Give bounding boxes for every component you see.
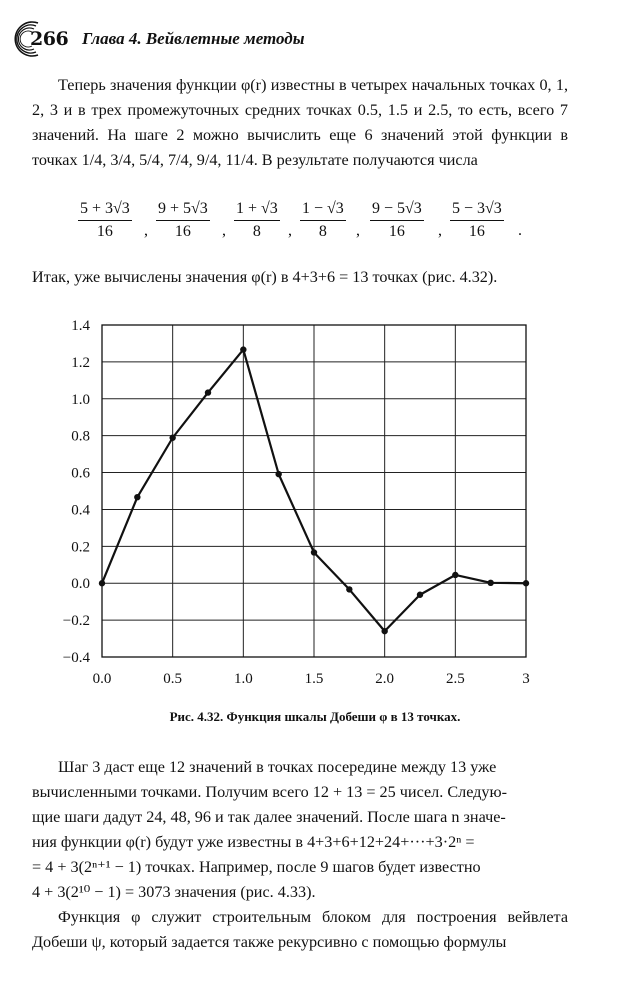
data-point [99, 580, 105, 586]
y-tick-label: 0.2 [71, 539, 90, 556]
y-tick-label: 0.0 [71, 576, 90, 593]
fraction-3 [234, 200, 280, 241]
fraction-numerator: 9 + 5√3 [156, 200, 210, 221]
fraction-numerator: 1 − √3 [300, 200, 346, 221]
y-tick-label: 0.4 [71, 502, 90, 519]
x-tick-label: 0.0 [92, 671, 112, 687]
y-tick-label: 1.0 [71, 391, 90, 408]
y-tick-label: 1.2 [71, 354, 90, 371]
page-header [12, 20, 612, 60]
paragraph-steps-line: щие шаги дадут 24, 48, 96 и так далее значений. После шага n значе- [32, 808, 506, 826]
paragraph-steps-line: = 4 + 3(2ⁿ⁺¹ − 1) точках. Например, после 9 шагов будет известно [32, 858, 481, 876]
paragraph-steps-line: ния функции φ(r) будут уже известны в 4+3+6+12+24+···+3·2ⁿ = [32, 833, 475, 851]
caption-text: Функция шкалы Добеши φ в 13 точках. [226, 709, 461, 724]
paragraph-steps-line: 4 + 3(2¹⁰ − 1) = 3073 значения (рис. 4.33). [32, 883, 316, 901]
fraction-6 [450, 200, 504, 241]
paragraph-steps [32, 755, 568, 905]
caption-label: Рис. 4.32. [169, 709, 224, 724]
data-point [452, 572, 458, 578]
chapter-title: Глава 4. Вейвлетные методы [82, 29, 305, 48]
y-tick-label: −0.4 [62, 650, 90, 666]
y-tick-label: 0.6 [71, 465, 90, 482]
paragraph-summary-text: Итак, уже вычислены значения φ(r) в 4+3+6 = 13 точках (рис. 4.32). [32, 268, 498, 286]
paragraph-summary [32, 265, 592, 290]
fraction-denominator: 8 [318, 223, 327, 240]
data-point [487, 580, 493, 586]
paragraph-intro-text: Теперь значения функции φ(r) известны в четырех начальных точках 0, 1, 2, 3 и в трех промежуточных средних точках 0.5, 1.5 и 2.5, то есть, всего 7 значений. На шаге 2 можно вычислить еще 6 значений этой функции в точках 1/4, 3/4, 5/4, 7/4, 9/4, 11/4. В результате получаются числа [32, 76, 568, 169]
fraction-numerator: 5 + 3√3 [78, 200, 132, 221]
x-tick-label: 1.0 [233, 671, 253, 687]
paragraph-intro [32, 73, 568, 173]
paragraph-steps-line: вычисленными точками. Получим всего 12 + 13 = 25 чисел. Следую- [32, 783, 507, 801]
data-point [523, 580, 529, 586]
fraction-5 [370, 200, 424, 241]
data-point [346, 586, 352, 592]
data-point [275, 471, 281, 477]
fraction-denominator: 16 [388, 223, 405, 240]
x-tick-label: 2.0 [375, 671, 395, 687]
chart-grid [102, 325, 526, 657]
x-tick-label: 1.5 [304, 671, 324, 687]
y-tick-label: 0.8 [71, 428, 90, 445]
chart-axes [63, 318, 530, 687]
fraction-denominator: 16 [96, 223, 113, 240]
paragraph-wavelet-text: Функция φ служит строительным блоком для построения вейвлета Добеши ψ, который задается также рекурсивно с помощью формулы [32, 908, 568, 951]
fraction-denominator: 8 [252, 223, 261, 240]
data-point [134, 494, 140, 500]
daubechies-chart [0, 305, 630, 705]
fraction-denominator: 16 [468, 223, 485, 240]
fraction-1 [78, 200, 132, 241]
data-point [205, 389, 211, 395]
data-point [417, 592, 423, 598]
data-point [240, 346, 246, 352]
fraction-2 [156, 200, 210, 241]
data-point [381, 628, 387, 634]
figure-caption [0, 709, 630, 725]
data-point [169, 435, 175, 441]
data-point [311, 549, 317, 555]
fraction-numerator: 9 − 5√3 [370, 200, 424, 221]
x-tick-label: 2.5 [445, 671, 465, 687]
fractions-row: $\frac{5 + 3√3}{16}$ , $\frac{9 + 5√3}{16}$ , $\frac{1 + √3}{8}$ , $\frac{1 - √3}{8}$ , $\frac{9 - 5√3}{16}$ , $\frac{5 - 3√3}{16}$ . [80, 200, 522, 240]
fraction-numerator: 5 − 3√3 [450, 200, 504, 221]
y-tick-label: −0.2 [62, 613, 90, 630]
y-tick-label: 1.4 [71, 318, 90, 334]
page-number: 266 [30, 28, 69, 50]
x-tick-label: 0.5 [163, 671, 183, 687]
fraction-denominator: 16 [174, 223, 191, 240]
x-tick-label: 3 [522, 671, 530, 687]
fraction-numerator: 1 + √3 [234, 200, 280, 221]
fraction-4 [300, 200, 346, 241]
paragraph-wavelet [32, 905, 568, 955]
paragraph-steps-line: Шаг 3 даст еще 12 значений в точках посередине между 13 уже [58, 758, 497, 776]
